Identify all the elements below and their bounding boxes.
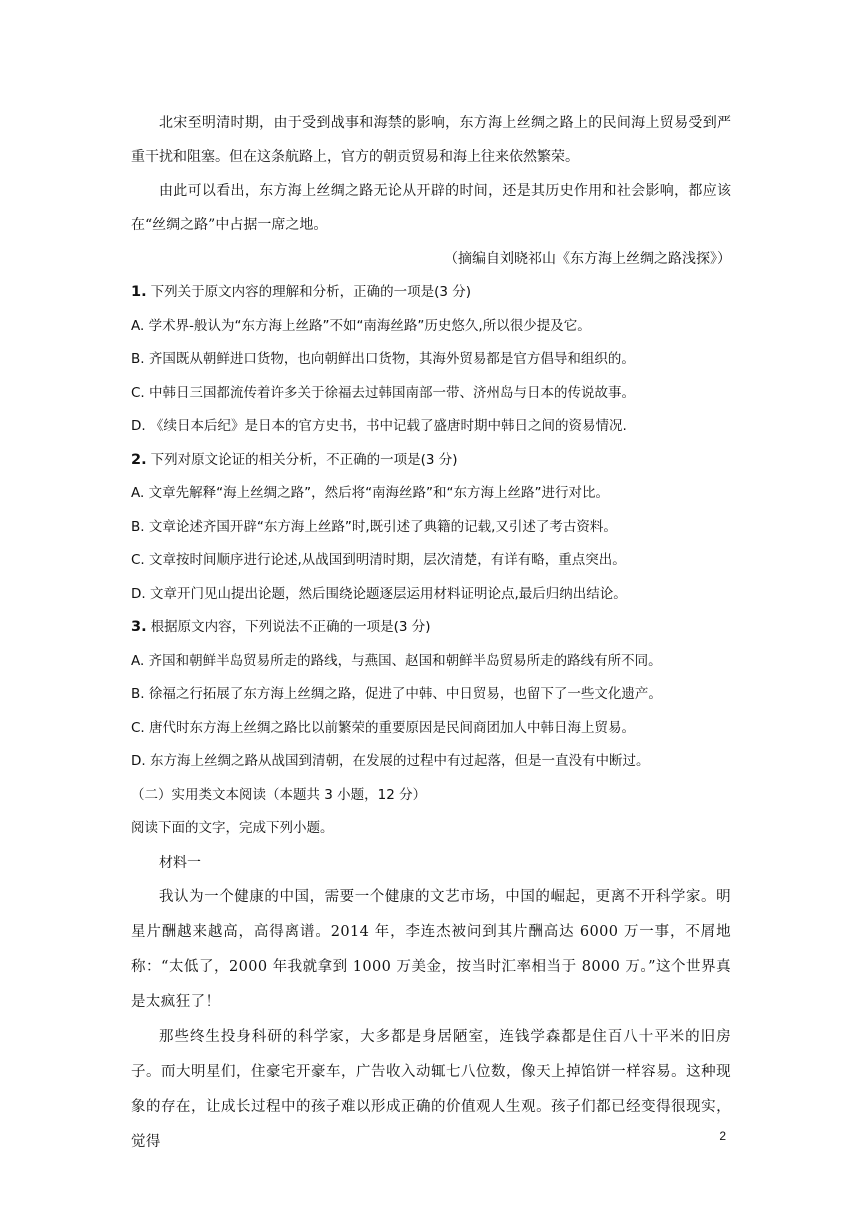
source-citation: （摘编自刘晓祁山《东方海上丝绸之路浅探》） xyxy=(444,251,731,267)
option-a: A. 学术界-般认为“东方海上丝路”不如“南海丝路”历史悠久,所以很少提及它。 xyxy=(131,317,591,334)
option-c: C. 唐代时东方海上丝绸之路比以前繁荣的重要原因是民间商团加人中韩日海上贸易。 xyxy=(131,719,636,736)
material-paragraph: 那些终生投身科研的科学家，大多都是身居陋室，连钱学森都是住百八十平米的旧房子。而大明星们，住豪宅开豪车，广告收入动辄七八位数，像天上掉馅饼一样容易。这种现象的存在，让成长过程中的孩子难以形成正确的价值观人生观。孩子们都已经变得很现实，觉得 xyxy=(131,1028,731,1150)
question-stem xyxy=(131,444,731,478)
option-c: C. 文章按时间顺序进行论述,从战国到明清时期，层次清楚，有详有略，重点突出。 xyxy=(131,552,626,568)
question-text: 下列对原文论证的相关分析，不正确的一项是(3 分) xyxy=(150,451,458,468)
question-stem xyxy=(131,276,731,310)
option-d: D. 《续日本后纪》是日本的官方史书，书中记载了盛唐时期中韩日之间的资易情况. xyxy=(131,418,627,434)
material-title: 材料一 xyxy=(159,854,201,871)
intro-paragraph: 北宋至明清时期，由于受到战事和海禁的影响，东方海上丝绸之路上的民间海上贸易受到严重干扰和阻塞。但在这条航路上，官方的朝贡贸易和海上往来依然繁荣。 xyxy=(131,115,731,165)
option-c: C. 中韩日三国都流传着许多关于徐福去过韩国南部一带、济州岛与日本的传说故事。 xyxy=(131,384,636,401)
question-stem xyxy=(131,611,731,645)
question-text: 根据原文内容，下列说法不正确的一项是(3 分) xyxy=(150,619,431,635)
option-b: B. 徐福之行拓展了东方海上丝绸之路，促进了中韩、中日贸易，也留下了一些文化遗产。 xyxy=(131,686,662,702)
question-text: 下列关于原文内容的理解和分析，正确的一项是(3 分) xyxy=(150,284,472,300)
section-heading: （二）实用类文本阅读（本题共 3 小题，12 分） xyxy=(131,786,427,803)
option-d: D. 文章开门见山提出论题，然后围绕论题逐层运用材料证明论点,最后归纳出结论。 xyxy=(131,585,627,602)
option-a: A. 齐国和朝鲜半岛贸易所走的路线，与燕国、赵国和朝鲜半岛贸易所走的路线有所不同。 xyxy=(131,652,662,669)
question-2 xyxy=(131,444,731,612)
question-3 xyxy=(131,611,731,779)
reading-instruction: 阅读下面的文字，完成下列小题。 xyxy=(131,820,334,836)
page-number: 2 xyxy=(719,1129,726,1143)
intro-paragraph: 由此可以看出，东方海上丝绸之路无论从开辟的时间，还是其历史作用和社会影响，都应该在“丝绸之路”中占据一席之地。 xyxy=(131,183,731,233)
question-number: 3. xyxy=(131,619,147,635)
option-b: B. 齐国既从朝鲜进口货物，也向朝鲜出口货物，其海外贸易都是官方倡导和组织的。 xyxy=(131,351,635,367)
question-1 xyxy=(131,276,731,444)
option-d: D. 东方海上丝绸之路从战国到清朝，在发展的过程中有过起落，但是一直没有中断过。 xyxy=(131,753,650,769)
option-b: B. 文章论述齐国开辟“东方海上丝路”时,既引述了典籍的记载,又引述了考古资料。 xyxy=(131,518,617,535)
question-number: 1. xyxy=(131,284,147,300)
page-content xyxy=(131,106,731,1160)
material-paragraph: 我认为一个健康的中国，需要一个健康的文艺市场，中国的崛起，更离不开科学家。明星片酬越来越高，高得离谱。2014 年，李连杰被问到其片酬高达 6000 万一事，不屑地称：“太低了，2000 年我就拿到 1000 万美金，按当时汇率相当于 8000 万。”这个世界真是太疯狂了！ xyxy=(131,888,731,1010)
question-number: 2. xyxy=(131,451,147,468)
option-a: A. 文章先解释“海上丝绸之路”，然后将“南海丝路”和“东方海上丝路”进行对比。 xyxy=(131,485,610,501)
